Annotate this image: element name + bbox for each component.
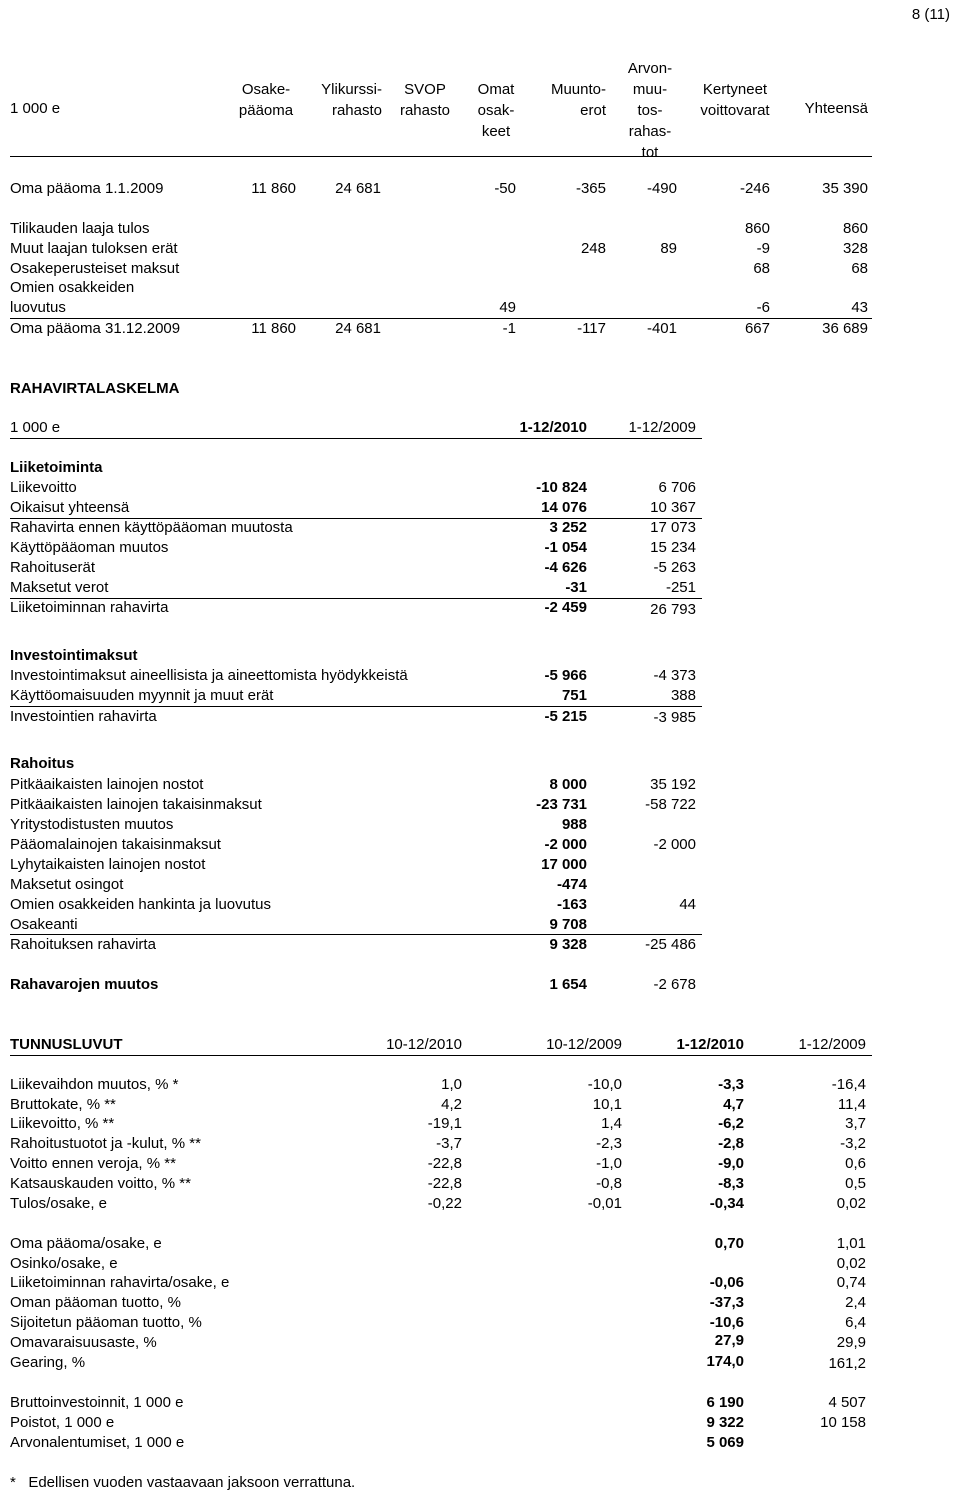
ratio-value: -9,0 (718, 1155, 744, 1172)
equity-cell: 68 (753, 260, 770, 277)
cashflow-current: -474 (556, 876, 587, 893)
equity-header-share-capital: Osake- pääoma (238, 81, 294, 119)
ratio-value: 0,74 (836, 1274, 866, 1291)
ratio-value: 4 507 (828, 1394, 866, 1411)
ratio-value: 29,9 (836, 1334, 866, 1351)
equity-row-label: Osakeperusteiset maksut (10, 260, 180, 277)
cashflow-row-label: Rahoituserät (10, 559, 96, 576)
ratio-label: Tulos/osake, e (10, 1195, 107, 1212)
ratio-label: Liikevoitto, % ** (10, 1115, 115, 1132)
ratios-col-header: 10-12/2010 (386, 1036, 462, 1053)
ratio-value: 6 190 (706, 1394, 744, 1411)
cashflow-row-label: Lyhytaikaisten lainojen nostot (10, 856, 206, 873)
cashflow-unit: 1 000 e (10, 419, 61, 436)
equity-cell: 667 (744, 320, 770, 337)
cashflow-current: 3 252 (549, 519, 587, 536)
cashflow-row-label: Investointien rahavirta (10, 708, 157, 725)
footnote: * Edellisen vuoden vastaavaan jaksoon verrattuna. (10, 1474, 356, 1491)
ratios-header-rule (10, 1055, 872, 1056)
ratio-value: -3,2 (840, 1135, 866, 1152)
ratio-value: -0,22 (427, 1195, 462, 1212)
cashflow-change-label: Rahavarojen muutos (10, 976, 159, 993)
equity-row-label: Omien osakkeiden (10, 279, 135, 296)
cashflow-current: 751 (561, 687, 587, 704)
cashflow-col-current: 1-12/2010 (519, 419, 587, 436)
cashflow-current: 988 (561, 816, 587, 833)
cashflow-current: -31 (565, 579, 587, 596)
ratio-value: 3,7 (845, 1115, 866, 1132)
equity-cell: 36 689 (822, 320, 868, 337)
ratio-value: -0,01 (587, 1195, 622, 1212)
ratios-col-header: 1-12/2010 (676, 1036, 744, 1053)
ratio-value: -3,3 (718, 1076, 744, 1093)
equity-cell: 43 (851, 299, 868, 316)
ratio-value: 2,4 (845, 1294, 866, 1311)
ratio-value: 0,02 (836, 1255, 866, 1272)
ratio-label: Liikevaihdon muutos, % * (10, 1076, 179, 1093)
equity-cell: 35 390 (822, 180, 868, 197)
equity-row-label: Oma pääoma 31.12.2009 (10, 320, 181, 337)
cashflow-previous: -251 (665, 579, 696, 596)
equity-cell: 24 681 (335, 180, 381, 197)
equity-row-label: Oma pääoma 1.1.2009 (10, 180, 164, 197)
equity-header-svop: SVOP rahasto (399, 81, 451, 119)
cashflow-row-label: Omien osakkeiden hankinta ja luovutus (10, 896, 271, 913)
equity-header-total: Yhteensä (804, 100, 868, 117)
equity-cell: -6 (756, 299, 770, 316)
ratio-label: Bruttokate, % ** (10, 1096, 116, 1113)
equity-cell: 68 (851, 260, 868, 277)
cashflow-change-previous: -2 678 (653, 976, 696, 993)
ratio-value: 9 322 (706, 1414, 744, 1431)
ratios-col-header: 10-12/2009 (546, 1036, 622, 1053)
cashflow-current: 9 708 (549, 916, 587, 933)
cashflow-previous: 17 073 (650, 519, 696, 536)
ratio-value: -2,3 (596, 1135, 622, 1152)
ratio-value: 1,01 (836, 1235, 866, 1252)
ratio-value: 1,4 (601, 1115, 622, 1132)
equity-header-premium: Ylikurssi- rahasto (321, 81, 382, 119)
ratio-label: Oman pääoman tuotto, % (10, 1294, 181, 1311)
cashflow-header-rule (10, 438, 702, 439)
ratio-label: Arvonalentumiset, 1 000 e (10, 1434, 185, 1451)
cashflow-current: 14 076 (541, 499, 587, 516)
cashflow-previous: 35 192 (650, 776, 696, 793)
equity-cell: 24 681 (335, 320, 381, 337)
ratio-value: 27,9 (714, 1332, 744, 1349)
equity-cell: -9 (756, 240, 770, 257)
cashflow-change-current: 1 654 (549, 976, 587, 993)
cashflow-previous: -4 373 (653, 667, 696, 684)
ratio-label: Katsauskauden voitto, % ** (10, 1175, 191, 1192)
ratio-label: Osinko/osake, e (10, 1255, 118, 1272)
cashflow-previous: -25 486 (645, 936, 696, 953)
cashflow-previous: 15 234 (650, 539, 696, 556)
ratio-label: Bruttoinvestoinnit, 1 000 e (10, 1394, 184, 1411)
equity-cell: 49 (499, 299, 516, 316)
ratio-value: -22,8 (427, 1175, 462, 1192)
equity-cell: -401 (646, 320, 677, 337)
equity-cell: -490 (646, 180, 677, 197)
cashflow-row-label: Pääomalainojen takaisinmaksut (10, 836, 221, 853)
ratio-label: Omavaraisuusaste, % (10, 1334, 157, 1351)
cashflow-row-label: Käyttöomaisuuden myynnit ja muut erät (10, 687, 274, 704)
cashflow-row-label: Investointimaksut aineellisista ja aineettomista hyödykkeistä (10, 667, 408, 684)
equity-unit-header: 1 000 e (10, 100, 61, 117)
ratio-value: 5 069 (706, 1434, 744, 1451)
ratio-value: 4,7 (723, 1096, 744, 1113)
ratio-value: 161,2 (828, 1355, 866, 1372)
cashflow-subtotal-rule (10, 706, 702, 707)
ratio-value: 4,2 (441, 1096, 462, 1113)
cashflow-previous: -3 985 (653, 709, 696, 726)
cashflow-row-label: Liikevoitto (10, 479, 77, 496)
cashflow-section-heading: Rahoitus (10, 755, 75, 772)
ratio-value: -10,6 (709, 1314, 744, 1331)
ratio-value: -37,3 (709, 1294, 744, 1311)
ratio-value: 0,02 (836, 1195, 866, 1212)
equity-cell: 328 (842, 240, 868, 257)
cashflow-row-label: Käyttöpääoman muutos (10, 539, 169, 556)
cashflow-row-label: Maksetut osingot (10, 876, 124, 893)
ratio-value: -0,8 (596, 1175, 622, 1192)
ratio-value: 1,0 (441, 1076, 462, 1093)
equity-cell: 860 (744, 220, 770, 237)
ratio-value: -1,0 (596, 1155, 622, 1172)
cashflow-current: 9 328 (549, 936, 587, 953)
equity-header-fair-value: Arvon- muu- tos- rahas- tot (627, 60, 673, 161)
cashflow-current: -163 (556, 896, 587, 913)
ratios-col-header: 1-12/2009 (798, 1036, 866, 1053)
cashflow-previous: 10 367 (650, 499, 696, 516)
ratio-value: 0,5 (845, 1175, 866, 1192)
ratio-value: -2,8 (718, 1135, 744, 1152)
cashflow-current: 17 000 (541, 856, 587, 873)
equity-cell: -50 (494, 180, 516, 197)
cashflow-col-previous: 1-12/2009 (628, 419, 696, 436)
equity-cell: -365 (575, 180, 606, 197)
page-number: 8 (11) (911, 6, 950, 23)
ratio-value: -19,1 (427, 1115, 462, 1132)
ratio-value: 6,4 (845, 1314, 866, 1331)
cashflow-section-heading: Liiketoiminta (10, 459, 103, 476)
ratio-label: Voitto ennen veroja, % ** (10, 1155, 176, 1172)
equity-row-label: Tilikauden laaja tulos (10, 220, 150, 237)
cashflow-current: -23 731 (536, 796, 587, 813)
cashflow-row-label: Rahoituksen rahavirta (10, 936, 156, 953)
equity-cell: 11 860 (251, 180, 296, 197)
cashflow-current: 8 000 (549, 776, 587, 793)
ratio-label: Poistot, 1 000 e (10, 1414, 115, 1431)
equity-header-own-shares: Omat osak- keet (477, 81, 515, 140)
ratio-value: 10 158 (820, 1414, 866, 1431)
ratio-value: -22,8 (427, 1155, 462, 1172)
ratio-value: -0,06 (709, 1274, 744, 1291)
cashflow-subtotal-rule (10, 934, 702, 935)
cashflow-row-label: Liiketoiminnan rahavirta (10, 599, 169, 616)
ratio-label: Oma pääoma/osake, e (10, 1235, 162, 1252)
ratio-value: 10,1 (592, 1096, 622, 1113)
cashflow-previous: -2 000 (653, 836, 696, 853)
ratio-value: 11,4 (837, 1096, 866, 1113)
cashflow-title: RAHAVIRTALASKELMA (10, 380, 180, 397)
equity-cell: -117 (577, 320, 606, 337)
cashflow-current: -2 000 (544, 836, 587, 853)
ratio-value: -0,34 (709, 1195, 744, 1212)
cashflow-previous: 26 793 (650, 601, 696, 618)
equity-cell: 860 (842, 220, 868, 237)
equity-cell: 11 860 (251, 320, 296, 337)
ratio-value: 0,6 (845, 1155, 866, 1172)
equity-header-translation: Muunto- erot (550, 81, 606, 119)
equity-cell: -1 (502, 320, 516, 337)
ratio-value: -6,2 (718, 1115, 744, 1132)
cashflow-row-label: Osakeanti (10, 916, 78, 933)
cashflow-row-label: Pitkäaikaisten lainojen nostot (10, 776, 204, 793)
cashflow-current: -10 824 (536, 479, 587, 496)
cashflow-current: -2 459 (544, 599, 587, 616)
equity-cell: 89 (660, 240, 677, 257)
cashflow-previous: 388 (670, 687, 696, 704)
cashflow-previous: -5 263 (653, 559, 696, 576)
equity-cell: -246 (739, 180, 770, 197)
cashflow-row-label: Maksetut verot (10, 579, 109, 596)
ratio-value: 174,0 (706, 1353, 744, 1370)
cashflow-current: -5 215 (544, 708, 587, 725)
ratio-value: -16,4 (831, 1076, 866, 1093)
cashflow-current: -1 054 (544, 539, 587, 556)
equity-row-label: Muut laajan tuloksen erät (10, 240, 178, 257)
equity-total-rule (10, 318, 872, 319)
cashflow-current: -5 966 (544, 667, 587, 684)
ratio-value: -3,7 (436, 1135, 462, 1152)
ratio-label: Liiketoiminnan rahavirta/osake, e (10, 1274, 230, 1291)
ratio-label: Sijoitetun pääoman tuotto, % (10, 1314, 202, 1331)
cashflow-previous: 44 (679, 896, 696, 913)
cashflow-row-label: Yritystodistusten muutos (10, 816, 174, 833)
ratio-value: -8,3 (718, 1175, 744, 1192)
equity-cell: 248 (580, 240, 606, 257)
cashflow-row-label: Pitkäaikaisten lainojen takaisinmaksut (10, 796, 262, 813)
equity-row-label: luovutus (10, 299, 66, 316)
ratio-value: 0,70 (714, 1235, 744, 1252)
cashflow-row-label: Rahavirta ennen käyttöpääoman muutosta (10, 519, 293, 536)
cashflow-previous: 6 706 (658, 479, 696, 496)
cashflow-previous: -58 722 (645, 796, 696, 813)
cashflow-row-label: Oikaisut yhteensä (10, 499, 130, 516)
cashflow-section-heading: Investointimaksut (10, 647, 138, 664)
ratio-label: Gearing, % (10, 1354, 86, 1371)
ratios-title: TUNNUSLUVUT (10, 1036, 123, 1053)
cashflow-current: -4 626 (544, 559, 587, 576)
ratio-label: Rahoitustuotot ja -kulut, % ** (10, 1135, 201, 1152)
equity-header-retained: Kertyneet voittovarat (700, 81, 770, 119)
equity-header-rule (10, 156, 872, 157)
ratio-value: -10,0 (587, 1076, 622, 1093)
